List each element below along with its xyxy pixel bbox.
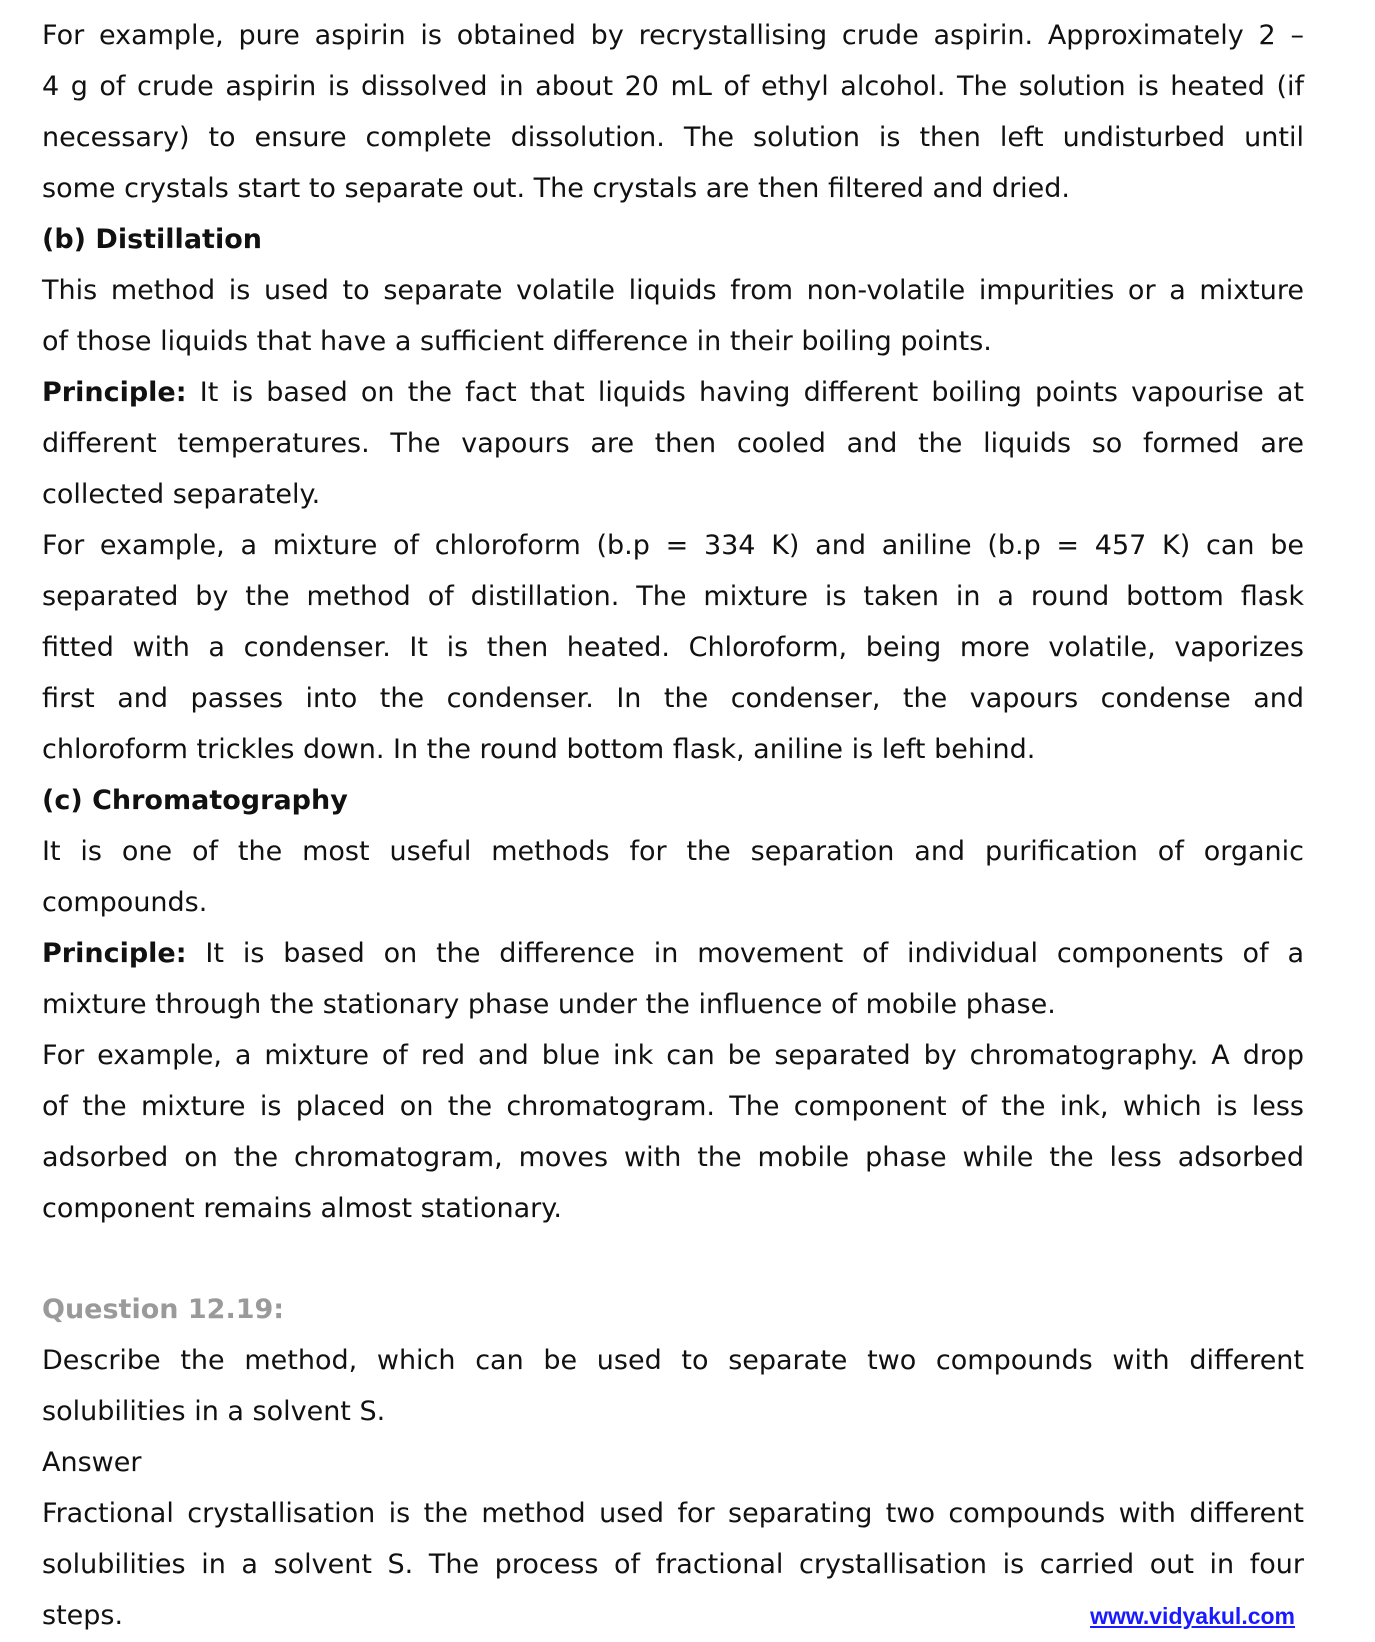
- text-line: fitted with a condenser. It is then heated. Chloroform, being more volatile, vaporizes: [42, 632, 1304, 663]
- text-line: first and passes into the condenser. In the condenser, the vapours condense and: [42, 683, 1304, 714]
- principle-chromatography: [42, 928, 1304, 1030]
- text-line: This method is used to separate volatile liquids from non-volatile impurities or a mixture: [42, 275, 1304, 306]
- text-line: separated by the method of distillation. The mixture is taken in a round bottom flask: [42, 581, 1304, 612]
- text-line: steps.: [42, 1600, 124, 1631]
- text-line: necessary) to ensure complete dissolution. The solution is then left undisturbed until: [42, 122, 1304, 153]
- text-line: different temperatures. The vapours are then cooled and the liquids so formed are: [42, 428, 1304, 459]
- text-line: of those liquids that have a sufficient difference in their boiling points.: [42, 326, 992, 357]
- example-distillation: [42, 520, 1304, 775]
- principle-label: Principle:: [42, 938, 187, 969]
- text-line: mixture through the stationary phase under the influence of mobile phase.: [42, 989, 1056, 1020]
- text-line: Fractional crystallisation is the method used for separating two compounds with different: [42, 1498, 1304, 1529]
- text-line: solubilities in a solvent S.: [42, 1396, 386, 1427]
- text-line: For example, a mixture of chloroform (b.p = 334 K) and aniline (b.p = 457 K) can be: [42, 530, 1304, 561]
- text-line: solubilities in a solvent S. The process of fractional crystallisation is carried out in four: [42, 1549, 1304, 1580]
- text-line: compounds.: [42, 887, 208, 918]
- document-page: [42, 10, 1304, 1641]
- text-line: some crystals start to separate out. The crystals are then filtered and dried.: [42, 173, 1071, 204]
- principle-text: It is based on the difference in movement of individual components of a: [186, 938, 1304, 969]
- principle-label: Principle:: [42, 377, 187, 408]
- text-line: component remains almost stationary.: [42, 1193, 562, 1224]
- principle-distillation: [42, 367, 1304, 520]
- vidyakul-link[interactable]: www.vidyakul.com: [1090, 1603, 1295, 1629]
- heading-distillation: (b) Distillation: [42, 224, 262, 255]
- paragraph-distillation: [42, 265, 1304, 367]
- text-line: adsorbed on the chromatogram, moves with the mobile phase while the less adsorbed: [42, 1142, 1304, 1173]
- heading-chromatography: (c) Chromatography: [42, 785, 348, 816]
- text-line: chloroform trickles down. In the round bottom flask, aniline is left behind.: [42, 734, 1036, 765]
- text-line: It is one of the most useful methods for the separation and purification of organic: [42, 836, 1304, 867]
- text-line: Describe the method, which can be used to separate two compounds with different: [42, 1345, 1304, 1376]
- paragraph-aspirin-example: [42, 10, 1304, 214]
- question-label: Question 12.19:: [42, 1294, 285, 1325]
- paragraph-chromatography: [42, 826, 1304, 928]
- principle-text: It is based on the fact that liquids having different boiling points vapourise at: [186, 377, 1304, 408]
- text-line: 4 g of crude aspirin is dissolved in about 20 mL of ethyl alcohol. The solution is heated (if: [42, 71, 1304, 102]
- text-line: For example, a mixture of red and blue ink can be separated by chromatography. A drop: [42, 1040, 1304, 1071]
- text-line: [42, 928, 1304, 979]
- spacer: [42, 1234, 1304, 1284]
- text-line: [42, 367, 1304, 418]
- question-text: [42, 1335, 1304, 1437]
- example-chromatography: [42, 1030, 1304, 1234]
- text-line: For example, pure aspirin is obtained by recrystallising crude aspirin. Approximately 2 –: [42, 20, 1304, 51]
- text-line: of the mixture is placed on the chromatogram. The component of the ink, which is less: [42, 1091, 1304, 1122]
- text-line: collected separately.: [42, 479, 321, 510]
- answer-label: Answer: [42, 1447, 142, 1478]
